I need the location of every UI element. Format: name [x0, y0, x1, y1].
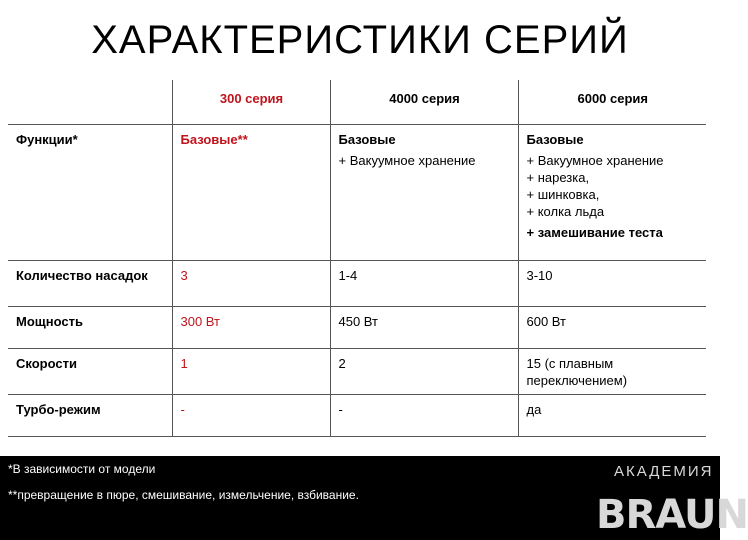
cell-4000-speeds: 2 — [330, 349, 518, 395]
braun-logo: BRAUN — [596, 492, 748, 538]
cell-6000-functions — [518, 125, 706, 261]
table-header-row — [8, 80, 706, 125]
header-6000-series: 6000 серия — [518, 80, 706, 125]
cell-300-speeds: 1 — [172, 349, 330, 395]
functions-line: + Вакуумное хранение — [338, 153, 476, 168]
footnote-model: *В зависимости от модели — [8, 462, 156, 476]
functions-line: + колка льда — [526, 204, 605, 219]
series-specs-table — [8, 80, 706, 437]
academy-label: АКАДЕМИЯ — [614, 463, 714, 480]
header-4000-series: 4000 серия — [330, 80, 518, 125]
cell-300-power: 300 Вт — [172, 307, 330, 349]
functions-line: + нарезка, — [526, 170, 590, 185]
cell-6000-power: 600 Вт — [518, 307, 706, 349]
row-label-speeds: Скорости — [8, 349, 172, 395]
table-row — [8, 261, 706, 307]
row-label-power: Мощность — [8, 307, 172, 349]
functions-line: + шинковка, — [526, 187, 600, 202]
cell-4000-turbo: - — [330, 395, 518, 437]
functions-line: + замешивание теста — [526, 225, 663, 240]
cell-6000-attachments: 3-10 — [518, 261, 706, 307]
row-label-turbo: Турбо-режим — [8, 395, 172, 437]
header-empty — [8, 80, 172, 125]
cell-6000-turbo: да — [518, 395, 706, 437]
cell-6000-speeds: 15 (с плавным переключением) — [518, 349, 706, 395]
footer-bar — [0, 456, 748, 540]
cell-4000-power: 450 Вт — [330, 307, 518, 349]
cell-300-attachments: 3 — [172, 261, 330, 307]
cell-4000-attachments: 1-4 — [330, 261, 518, 307]
cell-4000-functions — [330, 125, 518, 261]
footnote-functions: **превращение в пюре, смешивание, измельчение, взбивание. — [8, 488, 359, 502]
functions-line: + Вакуумное хранение — [526, 153, 664, 168]
cell-300-functions: Базовые** — [172, 125, 330, 261]
table-row — [8, 349, 706, 395]
table-row — [8, 125, 706, 261]
functions-line: Базовые — [338, 132, 396, 147]
row-label-functions: Функции* — [8, 125, 172, 261]
page-title: ХАРАКТЕРИСТИКИ СЕРИЙ — [91, 18, 629, 62]
table-row — [8, 307, 706, 349]
header-300-series: 300 серия — [172, 80, 330, 125]
table-row — [8, 395, 706, 437]
functions-line: Базовые — [526, 132, 584, 147]
cell-300-turbo: - — [172, 395, 330, 437]
row-label-attachments: Количество насадок — [8, 261, 172, 307]
